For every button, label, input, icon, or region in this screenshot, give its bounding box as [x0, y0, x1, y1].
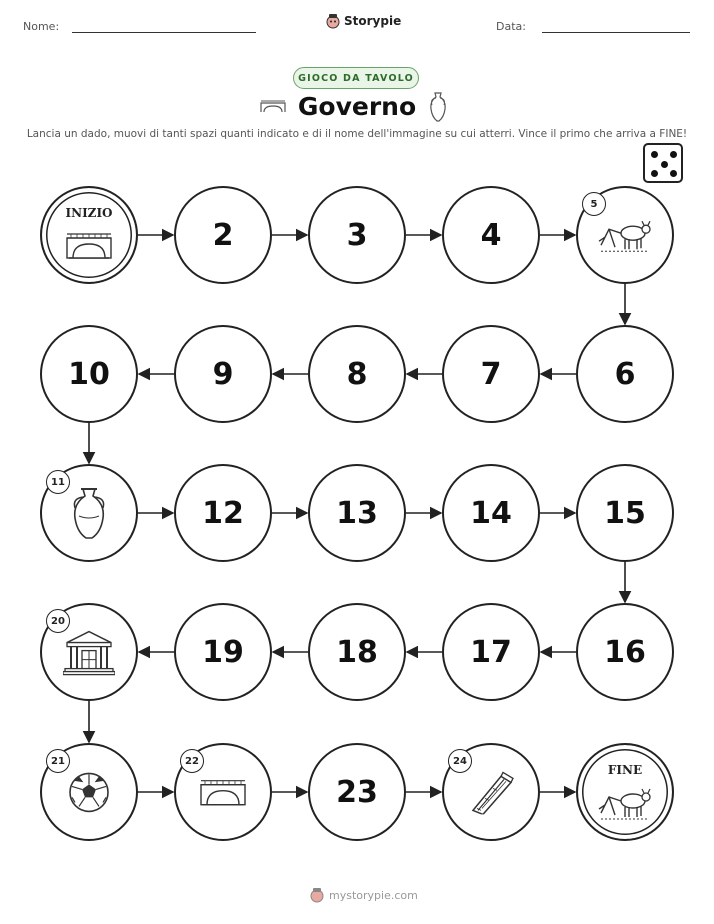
bridge-icon — [65, 230, 113, 264]
bridge-icon — [199, 777, 247, 811]
space-number-badge: 21 — [46, 749, 70, 773]
board-space — [442, 464, 540, 562]
board-space — [576, 603, 674, 701]
temple-icon — [63, 629, 115, 681]
board-space — [40, 325, 138, 423]
space-number: 17 — [470, 634, 512, 670]
space-number: 12 — [202, 495, 244, 531]
name-label: Nome: — [23, 20, 60, 33]
space-number: 3 — [346, 217, 368, 253]
start-space — [40, 186, 138, 284]
finish-space — [576, 743, 674, 841]
space-number: 9 — [212, 356, 234, 392]
mascot-icon — [309, 887, 325, 903]
board-space — [174, 603, 272, 701]
board-space — [442, 325, 540, 423]
board-space — [174, 464, 272, 562]
soccer-ball-icon — [67, 770, 111, 818]
ox-plow-icon — [597, 783, 653, 827]
board-space — [576, 186, 674, 284]
space-number: 8 — [346, 356, 368, 392]
board-space — [442, 603, 540, 701]
space-number: 4 — [480, 217, 502, 253]
board-space — [576, 464, 674, 562]
board-space — [174, 743, 272, 841]
space-number: 2 — [212, 217, 234, 253]
footer-url[interactable]: mystorypie.com — [329, 888, 418, 902]
space-number: 6 — [614, 356, 636, 392]
space-number-badge: 5 — [582, 192, 606, 216]
space-number-badge: 22 — [180, 749, 204, 773]
space-number: 15 — [604, 495, 646, 531]
board-space — [308, 464, 406, 562]
space-number-badge: 24 — [448, 749, 472, 773]
space-number: 13 — [336, 495, 378, 531]
space-number: 23 — [336, 774, 378, 810]
board-space — [308, 325, 406, 423]
brand-name: Storypie — [344, 14, 402, 28]
space-number: 7 — [480, 356, 502, 392]
footer — [309, 887, 418, 903]
board-space — [174, 325, 272, 423]
finish-label: FINE — [607, 763, 643, 777]
space-number: 10 — [68, 356, 110, 392]
date-label: Data: — [496, 20, 526, 33]
board-space — [576, 325, 674, 423]
board-space — [40, 603, 138, 701]
board-space — [308, 186, 406, 284]
board-space — [174, 186, 272, 284]
board-space — [40, 743, 138, 841]
board-space — [308, 743, 406, 841]
page-title: Governo — [297, 92, 417, 121]
space-number-badge: 11 — [46, 470, 70, 494]
board-space — [442, 743, 540, 841]
instructions: Lancia un dado, muovi di tanti spazi quanti indicato e di il nome dell'immagine su cui atterri. Vince il primo che arriva a FINE! — [26, 128, 688, 140]
space-number: 19 — [202, 634, 244, 670]
space-number-badge: 20 — [46, 609, 70, 633]
amphora-icon — [69, 486, 109, 546]
space-number: 16 — [604, 634, 646, 670]
board-space — [40, 464, 138, 562]
board-space — [308, 603, 406, 701]
space-number: 14 — [470, 495, 512, 531]
aqueduct-icon — [467, 770, 515, 818]
board-space — [442, 186, 540, 284]
game-type-badge: GIOCO DA TAVOLO — [293, 67, 419, 89]
space-number: 18 — [336, 634, 378, 670]
ox-plow-icon — [597, 215, 653, 259]
start-label: INIZIO — [65, 206, 113, 220]
